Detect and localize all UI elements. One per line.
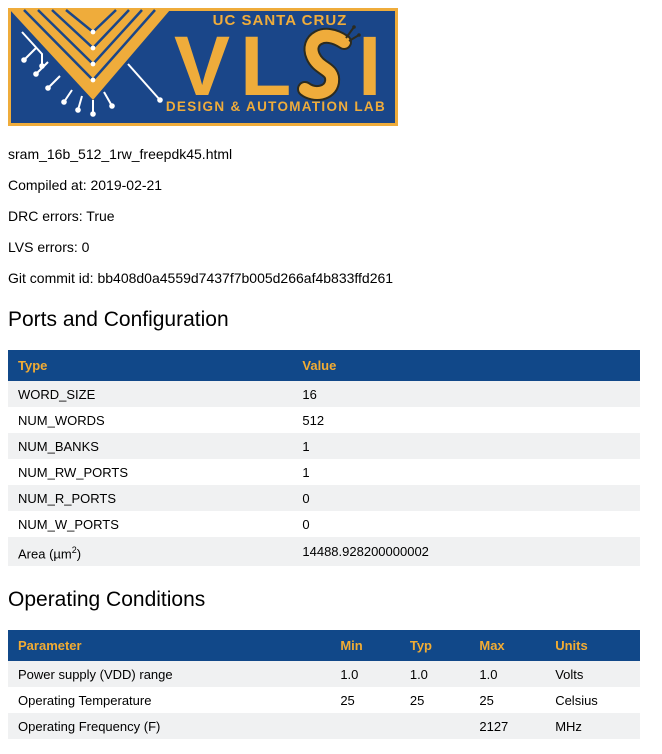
header-row — [8, 350, 640, 381]
table-row — [8, 381, 640, 407]
type-cell: NUM_R_PORTS — [18, 490, 117, 506]
table-row — [8, 511, 640, 537]
table-row — [8, 433, 640, 459]
git-commit-line: Git commit id: bb408d0a4559d7437f7b005d266af4b833ffd261 — [8, 270, 394, 286]
value-cell: 512 — [302, 412, 325, 428]
ports-config-heading: Ports and Configuration — [8, 308, 229, 331]
min-cell — [330, 713, 400, 739]
table-row — [8, 687, 640, 713]
lvs-errors-line: LVS errors: 0 — [8, 239, 90, 255]
value-cell: 1 — [302, 464, 310, 480]
table-row — [8, 713, 640, 739]
units-cell: MHz — [555, 718, 582, 734]
column-header-max: Max — [469, 630, 545, 661]
operating-conditions-table — [8, 630, 640, 739]
table-row — [8, 407, 640, 433]
value-cell: 14488.928200000002 — [302, 544, 429, 560]
column-header-units: Units — [545, 630, 640, 661]
table-row — [8, 459, 640, 485]
report-filename: sram_16b_512_1rw_freepdk45.html — [8, 146, 233, 162]
column-header-min: Min — [330, 630, 400, 661]
type-cell: NUM_WORDS — [18, 412, 105, 428]
value-cell: 1 — [302, 438, 310, 454]
column-header-parameter: Parameter — [8, 630, 330, 661]
value-cell: 16 — [302, 386, 317, 402]
area-sup: 2 — [71, 544, 77, 555]
datasheet-page — [8, 8, 654, 739]
vlsi-v-letter: V — [174, 19, 231, 113]
value-cell: 0 — [302, 516, 310, 532]
parameter-cell: Operating Frequency (F) — [18, 718, 161, 734]
typ-cell: 1.0 — [409, 666, 428, 682]
parameter-cell: Operating Temperature — [18, 692, 152, 708]
vlsi-lab-logo — [8, 8, 398, 126]
area-label: Area (µm — [18, 545, 72, 561]
vlsi-i-letter: I — [358, 19, 382, 113]
units-cell: Celsius — [555, 692, 598, 708]
parameter-cell: Power supply (VDD) range — [18, 666, 173, 682]
table-row — [8, 537, 640, 566]
lab-subtitle: DESIGN & AUTOMATION LAB — [165, 99, 386, 114]
ports-config-table — [8, 350, 640, 566]
compiled-at-line: Compiled at: 2019-02-21 — [8, 177, 163, 193]
header-row — [8, 630, 640, 661]
typ-cell: 25 — [409, 692, 425, 708]
value-cell: 0 — [302, 490, 310, 506]
vlsi-l-letter: L — [240, 19, 292, 113]
column-header-typ: Typ — [400, 630, 470, 661]
max-cell: 25 — [479, 692, 494, 708]
area-cell — [8, 537, 292, 566]
type-cell: NUM_W_PORTS — [18, 516, 119, 532]
column-header-type: Type — [8, 350, 292, 381]
min-cell: 1.0 — [340, 666, 359, 682]
min-cell: 25 — [340, 692, 355, 708]
max-cell: 1.0 — [479, 666, 498, 682]
university-name: UC SANTA CRUZ — [212, 12, 348, 29]
type-cell: WORD_SIZE — [18, 386, 96, 402]
table-row — [8, 661, 640, 687]
column-header-value: Value — [292, 350, 640, 381]
drc-errors-line: DRC errors: True — [8, 208, 115, 224]
table-row — [8, 485, 640, 511]
typ-cell — [400, 713, 470, 739]
operating-conditions-heading: Operating Conditions — [8, 588, 206, 612]
type-cell: NUM_RW_PORTS — [18, 464, 129, 480]
type-cell: NUM_BANKS — [18, 438, 99, 454]
max-cell: 2127 — [479, 718, 509, 734]
units-cell: Volts — [555, 666, 584, 682]
area-label-suffix: ) — [76, 545, 82, 561]
